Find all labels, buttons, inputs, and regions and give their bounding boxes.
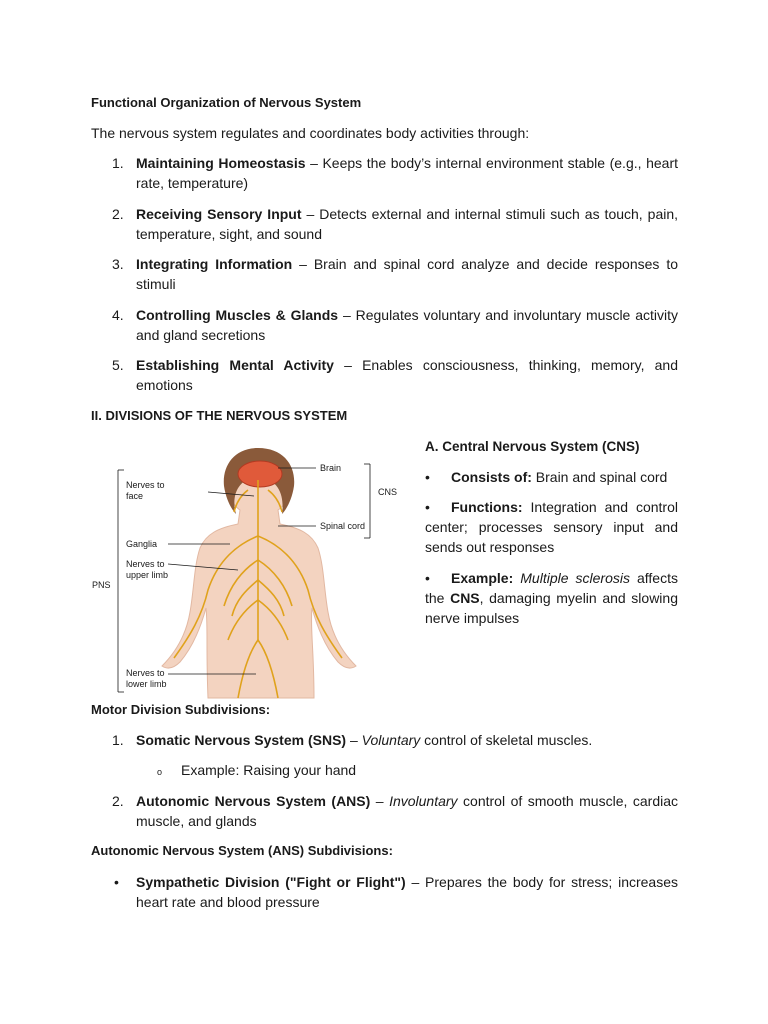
figure-label-pns: PNS (92, 580, 111, 590)
list-item-title: Establishing Mental Activity (136, 357, 334, 373)
bullet-icon: • (114, 874, 119, 890)
list-item-text: – Brain and spinal cord analyze and decide responses to stimuli (136, 256, 678, 292)
cns-functions-item (425, 497, 678, 557)
list-item-title: Somatic Nervous System (SNS) (136, 732, 347, 748)
figure-label-nerves-lower-line1: Nerves to (126, 668, 165, 678)
cns-example-label: Example: (451, 570, 514, 586)
section-heading-ans-subdivisions: Autonomic Nervous System (ANS) Subdivisions: (91, 843, 393, 858)
cns-example-text-1: affects the (425, 570, 678, 606)
list-item-controlling (136, 305, 678, 345)
cns-consists-label: Consists of: (451, 469, 532, 485)
list-item-text: – Prepares the body for stress; increases heart rate and blood pressure (136, 874, 679, 910)
list-number: 4. (112, 307, 124, 323)
cns-functions-label: Functions: (451, 499, 523, 515)
list-item-italic: Involuntary (389, 793, 458, 809)
list-item-integrating (136, 254, 678, 294)
cns-consists-text: Brain and spinal cord (531, 469, 668, 485)
nervous-system-figure (92, 440, 408, 698)
list-item-title: Autonomic Nervous System (ANS) (136, 793, 371, 809)
list-item-text: – Enables consciousness, thinking, memory, and emotions (136, 357, 678, 393)
cns-example-disease: Multiple sclerosis (513, 570, 630, 586)
figure-label-cns: CNS (378, 487, 398, 497)
cns-example-text-2: , damaging myelin and slowing nerve impulses (425, 590, 678, 626)
figure-label-ganglia: Ganglia (126, 539, 158, 549)
cns-consists-item (425, 467, 678, 487)
list-item-title: Controlling Muscles & Glands (136, 307, 339, 323)
section-heading-divisions: II. DIVISIONS OF THE NERVOUS SYSTEM (91, 408, 348, 423)
list-item-mental-activity (136, 355, 678, 395)
bullet-icon: • (425, 570, 430, 586)
list-item-italic: Voluntary (361, 732, 421, 748)
list-item-sympathetic (136, 872, 678, 912)
list-item-text: – Detects external and internal stimuli such as touch, pain, temperature, sight, and sound (136, 206, 679, 242)
brain-shape (238, 461, 282, 487)
list-item-title: Integrating Information (136, 256, 293, 272)
sub-bullet-icon: o (157, 767, 163, 777)
list-item-text: control of smooth muscle, cardiac muscle, and glands (136, 793, 678, 829)
figure-label-nerves-face-line2: face (126, 491, 144, 501)
figure-label-nerves-upper-line1: Nerves to (126, 559, 165, 569)
list-number: 2. (112, 793, 124, 809)
cns-example-item (425, 568, 678, 628)
list-item-title: Sympathetic Division ("Fight or Flight") (136, 874, 406, 890)
list-item-somatic (136, 730, 678, 750)
bullet-icon: • (425, 469, 430, 485)
list-item-sensory-input (136, 204, 678, 244)
list-item-dash: – (370, 793, 390, 809)
cns-heading: A. Central Nervous System (CNS) (425, 439, 640, 454)
section-heading-motor-division: Motor Division Subdivisions: (91, 702, 271, 717)
bullet-icon: • (425, 499, 430, 515)
list-number: 2. (112, 206, 124, 222)
intro-paragraph: The nervous system regulates and coordinates body activities through: (91, 125, 530, 141)
list-item-text: – Keeps the body’s internal environment stable (e.g., heart rate, temperature) (136, 155, 678, 191)
list-number: 1. (112, 732, 124, 748)
figure-label-nerves-face-line1: Nerves to (126, 480, 165, 490)
list-number: 5. (112, 357, 124, 373)
list-item-homeostasis (136, 153, 678, 193)
list-item-dash: – (346, 732, 362, 748)
list-number: 3. (112, 256, 124, 272)
sub-bullet-example: Example: Raising your hand (181, 762, 357, 778)
figure-label-nerves-upper-line2: upper limb (126, 570, 169, 580)
list-item-text: – Regulates voluntary and involuntary muscle activity and gland secretions (136, 307, 678, 343)
figure-label-spinal-cord: Spinal cord (320, 521, 366, 531)
list-item-title: Receiving Sensory Input (136, 206, 302, 222)
list-item-title: Maintaining Homeostasis (136, 155, 306, 171)
list-item-text: control of skeletal muscles. (420, 732, 593, 748)
cns-example-cns: CNS (450, 590, 480, 606)
figure-label-brain: Brain (320, 463, 342, 473)
section-heading-functional-organization: Functional Organization of Nervous System (91, 95, 362, 110)
body-silhouette (162, 452, 356, 698)
list-number: 1. (112, 155, 124, 171)
figure-label-nerves-lower-line2: lower limb (126, 679, 167, 689)
cns-functions-text: Integration and control center; processes sensory input and sends out responses (425, 499, 678, 555)
list-item-autonomic (136, 791, 678, 831)
